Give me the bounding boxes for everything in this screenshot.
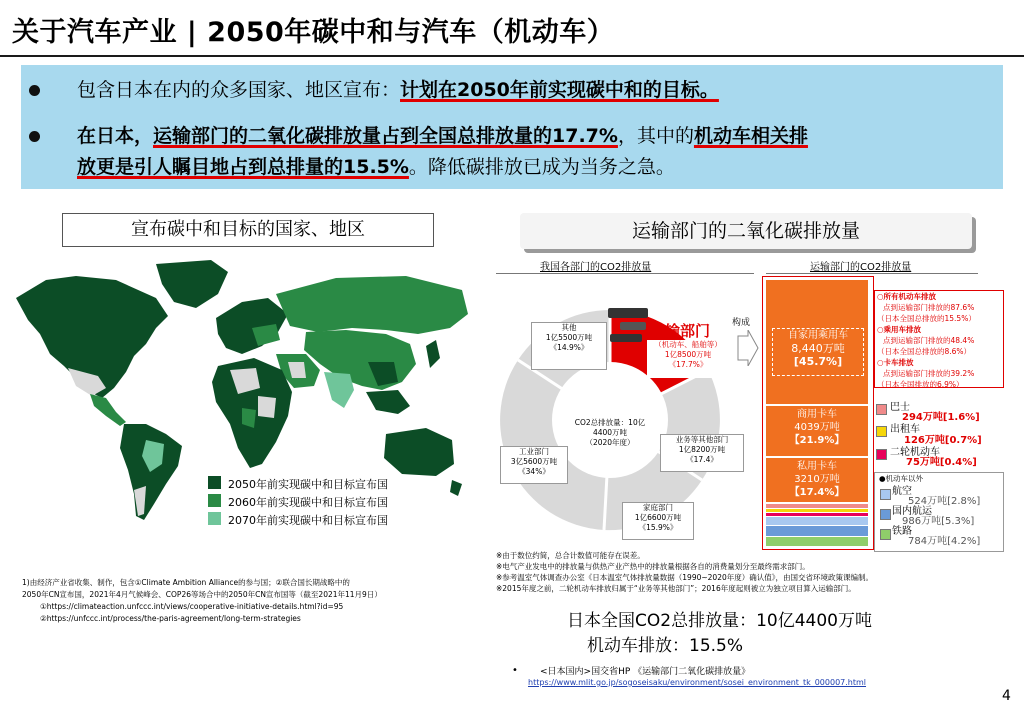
label-text: 【21.9%】 xyxy=(789,435,845,446)
taxi-name: 出租车 xyxy=(890,424,920,435)
pie-label-household xyxy=(622,502,694,540)
non-vehicle-title: ●机动车以外 xyxy=(879,474,924,483)
label-text: 家庭部门 xyxy=(643,503,673,512)
motorcycle-swatch xyxy=(876,449,887,460)
map-section-title: 宣布碳中和目标的国家、地区 xyxy=(62,213,434,247)
label-text: 工业部门 xyxy=(519,447,549,456)
map-footnote-link-1: ①https://climateaction.unfccc.int/views/cooperative-initiative-details.html?id=95 xyxy=(40,602,344,611)
bar-segment-private-car xyxy=(766,280,868,404)
legend-swatch-2060 xyxy=(208,494,221,507)
note-text: 点到运输部门排放的39.2% xyxy=(883,369,975,378)
label-text: 3亿5600万吨 xyxy=(510,457,558,466)
label-text: 《15.9%》 xyxy=(638,523,678,532)
page-number: 4 xyxy=(1002,688,1011,704)
summary-text: 包含日本在内的众多国家、地区宣布： xyxy=(77,79,401,101)
bar-chart-title: 运输部门的CO2排放量 xyxy=(810,262,912,273)
label-text: 8,440万吨 xyxy=(791,342,845,355)
chart-note-2: ※电气产业发电中的排放量与供热产业产热中的排放量根据各自的消费量划分至最终需求部门。 xyxy=(496,562,810,571)
bar-segment-taxi xyxy=(766,509,868,512)
shipping-swatch xyxy=(880,509,891,520)
chart-note-1: ※由于数位约简，总合计数值可能存在误差。 xyxy=(496,551,645,560)
summary-bullet-2 xyxy=(77,121,987,183)
motorcycle-value: 75万吨[0.4%] xyxy=(906,457,977,468)
note-text: （日本全国总排放的15.5%） xyxy=(877,314,976,323)
pie-label-transport-heading: 运输部门 xyxy=(650,322,711,340)
label-text: 4039万吨 xyxy=(794,422,840,433)
summary-highlight: 计划在2050年前实现碳中和的目标。 xyxy=(400,79,719,101)
legend-label-2060: 2060年前实现碳中和目标宣布国 xyxy=(228,496,388,509)
label-text: （机动车、船舶等） xyxy=(654,340,722,349)
shipping-value: 986万吨[5.3%] xyxy=(902,516,975,527)
legend-label-2070: 2070年前实现碳中和目标宣布国 xyxy=(228,514,388,527)
label-text: 4400万吨 xyxy=(592,428,628,437)
pie-chart-title: 我国各部门的CO2排放量 xyxy=(540,262,652,273)
aviation-value: 524万吨[2.8%] xyxy=(908,496,981,507)
label-text: CO2总排放量：10亿 xyxy=(574,418,646,427)
note-text: 点到运输部门排放的87.6% xyxy=(883,303,975,312)
label-text: 《17.4》 xyxy=(686,455,718,464)
label-text: 《34%》 xyxy=(518,467,550,476)
label-text: [45.7%] xyxy=(793,355,843,368)
label-text: 1亿8500万吨 xyxy=(664,350,712,359)
bar-segment-rail xyxy=(766,537,868,546)
label-text: 私用卡车 xyxy=(797,461,837,472)
label-text: 1亿6600万吨 xyxy=(634,513,682,522)
transport-section-title: 运输部门的二氧化碳排放量 xyxy=(520,213,972,249)
composition-label: 构成 xyxy=(732,318,751,328)
bar-label-box xyxy=(772,328,864,376)
pie-label-business xyxy=(660,434,744,472)
pie-center-label xyxy=(572,418,648,448)
note-text: （日本全国排放的6.9%） xyxy=(877,380,964,389)
vehicle-emission-notes xyxy=(874,290,1004,388)
map-footnote-1: 1)由经济产业省收集、制作，包含①Climate Ambition Alliance的参与国；②联合国长期战略中的 xyxy=(22,578,350,587)
rail-name: 铁路 xyxy=(892,526,912,537)
summary-highlight: 放更是引人瞩目地占到总排量的15.5% xyxy=(77,156,409,178)
label-text: 自家用乘用车 xyxy=(788,330,848,341)
label-text: （2020年度） xyxy=(585,438,635,447)
total-emission-line: 日本全国CO2总排放量：10亿4400万吨 xyxy=(567,611,872,631)
bus-value: 294万吨[1.6%] xyxy=(902,412,980,423)
bar-segment-shipping xyxy=(766,526,868,536)
aviation-name: 航空 xyxy=(892,486,912,497)
bar-segment-motorcycle xyxy=(766,513,868,516)
bullet-dot-icon xyxy=(29,85,40,96)
pie-label-industry xyxy=(500,446,568,484)
bar-segment-commercial-truck xyxy=(766,406,868,456)
bullet-dot-icon xyxy=(29,131,40,142)
label-text: 《14.9%》 xyxy=(549,343,589,352)
summary-highlight: 机动车相关排 xyxy=(693,125,808,147)
bar-segment-aviation xyxy=(766,517,868,525)
note-text: 点到运输部门排放的48.4% xyxy=(883,336,975,345)
title-divider xyxy=(0,55,1024,57)
pie-label-other xyxy=(531,322,607,370)
label-text: 1亿8200万吨 xyxy=(678,445,726,454)
summary-highlight: 运输部门的二氧化碳排放量占到全国总排放量的17.7% xyxy=(153,125,618,147)
taxi-swatch xyxy=(876,426,887,437)
summary-bullet-1 xyxy=(77,75,719,106)
aviation-swatch xyxy=(880,489,891,500)
summary-box xyxy=(21,65,1003,189)
note-text: ○乘用车排放 xyxy=(877,325,922,334)
note-text: ○所有机动车排放 xyxy=(877,292,937,301)
label-text: 商用卡车 xyxy=(797,409,837,420)
shipping-name: 国内航运 xyxy=(892,506,932,517)
summary-text: ，其中的 xyxy=(617,125,694,147)
label-text: 其他 xyxy=(561,323,577,332)
bus-name: 巴士 xyxy=(890,402,910,413)
source-bullet-icon: • xyxy=(512,665,518,676)
source-link[interactable]: https://www.mlit.go.jp/sogoseisaku/environment/sosei_environment_tk_000007.html xyxy=(528,678,867,687)
label-text: 《17.7%》 xyxy=(668,360,708,369)
summary-text: 在日本， xyxy=(77,125,154,147)
note-text: ○卡车排放 xyxy=(877,358,914,367)
legend-swatch-2050 xyxy=(208,476,221,489)
legend-swatch-2070 xyxy=(208,512,221,525)
source-label: <日本国内>国交省HP 《运输部门二氧化碳排放量》 xyxy=(540,667,751,677)
composition-arrow-icon xyxy=(736,330,760,366)
legend-label-2050: 2050年前实现碳中和目标宣布国 xyxy=(228,478,388,491)
bar-segment-bus xyxy=(766,504,868,508)
rail-swatch xyxy=(880,529,891,540)
bar-segment-private-truck xyxy=(766,458,868,502)
chart-note-4: ※2015年度之前，二轮机动车排放归属于“业务等其他部门”；2016年度起则被立为独立项目算入运输部门。 xyxy=(496,584,856,593)
summary-text: 。降低碳排放已成为当务之急。 xyxy=(408,156,675,178)
motorcycle-name: 二轮机动车 xyxy=(890,447,940,458)
label-text: 1亿5500万吨 xyxy=(545,333,593,342)
rail-value: 784万吨[4.2%] xyxy=(908,536,981,547)
bar-title-rule xyxy=(766,273,978,274)
taxi-value: 126万吨[0.7%] xyxy=(904,435,982,446)
bus-swatch xyxy=(876,404,887,415)
note-text: （日本全国总排放的8.6%） xyxy=(877,347,972,356)
label-text: 业务等其他部门 xyxy=(675,435,729,444)
vehicle-emission-line: 机动车排放：15.5% xyxy=(587,636,744,656)
page-title: 关于汽车产业 | 2050年碳中和与汽车（机动车） xyxy=(12,17,615,48)
chart-note-3: ※参考温室气体调查办公室《日本温室气体排放量数据（1990~2020年度）确认值》，由国交省环境政策课编制。 xyxy=(496,573,873,582)
label-text: 3210万吨 xyxy=(794,474,840,485)
map-footnote-2: 2050年CN宣布国，2021年4月气候峰会、COP26等场合中的2050年CN宣布国等（截至2021年11月9日） xyxy=(22,590,382,599)
pie-label-transport xyxy=(647,340,729,378)
map-footnote-link-2: ②https://unfccc.int/process/the-paris-agreement/long-term-strategies xyxy=(40,614,301,623)
label-text: 【17.4%】 xyxy=(789,487,845,498)
